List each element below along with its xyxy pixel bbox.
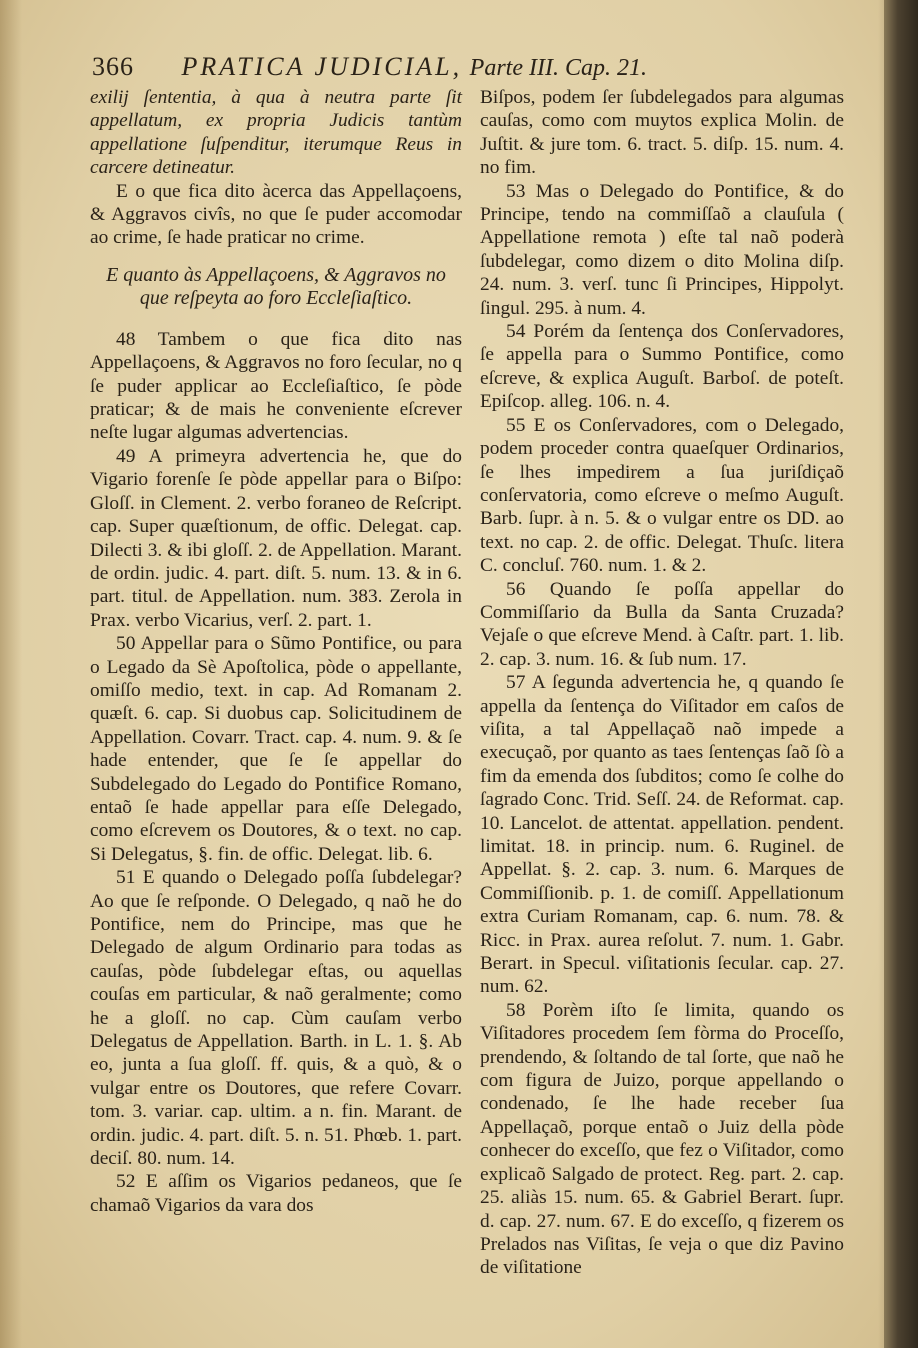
paragraph: Biſpos, podem ſer ſubdelegados para algumas cauſas, como com muytos explica Molin. de Juſtit. & jure tom. 6. tract. 5. diſp. 15. num. 4. no fim. [480,87,844,179]
paragraph: 51 E quando o Delegado poſſa ſubdelegar? Ao que ſe reſponde. O Delegado, q naõ he do Pontifice, nem do Principe, mas que he Delegado de algum Ordinario para todas as cauſas, pòde ſubdelegar eſtas, ou aquellas couſas em particular, & naõ geralmente; como he a gloſſ. no cap. Cùm cauſam verbo Delegatus de Appellation. Barth. in L. 1. §. Ab eo, junta a ſua gloſſ. ff. quis, & a quò, & o vulgar entre os Doutores, que refere Covarr. tom. 3. variar. cap. ultim. a n. fin. Marant. de ordin. judic. 4. part. diſt. 5. n. 51. Phœb. 1. part. deciſ. 80. num. 14. [90,867,462,1170]
left-column [90,86,462,1217]
paragraph: 58 Porèm iſto ſe limita, quando os Viſitadores procedem ſem fòrma do Proceſſo, prendendo, & ſoltando de tal ſorte, que naõ he com figura de Juizo, porque appellando o condenado, ſe lhe hade receber ſua Appellaçaõ, porque entaõ o Juiz della pòde conhecer do exceſſo, que fez o Viſitador, como explicaõ Salgado de protect. Reg. part. 2. cap. 25. aliàs 15. num. 65. & Gabriel Berart. ſupr. d. cap. 27. num. 67. E do exceſſo, q fizerem os Prelados nas Viſitas, ſe veja o que diz Pavino de viſitatione [480,999,844,1279]
paragraph: E o que fica dito àcerca das Appellaçoens, & Aggravos civîs, no que ſe puder accomodar ao crime, ſe hade praticar no crime. [90,180,462,249]
paragraph: exilij ſententia, à qua à neutra parte ſit appellatum, ex propria Judicis tantùm appellatione ſuſpenditur, iterumque Reus in carcere detineatur. [90,87,462,179]
paragraph: 48 Tambem o que fica dito nas Appellaçoens, & Aggravos no foro ſecular, no q ſe puder applicar ao Eccleſiaſtico, ſe pòde praticar; & de mais he conveniente eſcrever neſte lugar algumas advertencias. [90,328,462,444]
paragraph: 54 Porém da ſentença dos Conſervadores, ſe appella para o Summo Pontifice, como eſcreve, & explica Auguſt. Barboſ. de poteſt. Epiſcop. alleg. 106. n. 4. [480,321,844,413]
page-gutter-shadow [884,0,918,1348]
page-number: 366 [92,52,134,81]
right-column [480,86,844,1280]
running-header [92,52,852,86]
paragraph: 49 A primeyra advertencia he, que do Vigario forenſe ſe pòde appellar para o Biſpo: Gloſſ. in Clement. 2. verbo foraneo de Reſcript. cap. Super quæſtionum, de offic. Delegat. cap. Dilecti 3. & ibi gloſſ. 2. de Appellation. Marant. de ordin. judic. 4. part. diſt. 5. num. 13. & in 6. part. titul. de Appellation. num. 383. Zerola in Prax. verbo Vicarius, verſ. 2. part. 1. [90,445,462,631]
paragraph: 57 A ſegunda advertencia he, q quando ſe appella da ſentença do Viſitador em caſos de viſita, a tal Appellaçaõ naõ impede a execuçaõ, por quanto as taes ſentenças ſaõ ſò a fim da emenda dos ſubditos; como ſe colhe do ſagrado Conc. Trid. Seſſ. 24. de Reformat. cap. 10. Lancelot. de attentat. appellation. pendent. limitat. 18. in princip. num. 6. Ruginel. de Appellat. §. 2. cap. 3. num. 6. Marques de Commiſſionib. p. 1. de comiſſ. Appellationum extra Curiam Romanam, cap. 6. num. 78. & Ricc. in Prax. aurea reſolut. 7. num. 1. Gabr. Berart. in Specul. viſitationis ſecular. cap. 27. num. 62. [480,672,844,998]
paragraph: 52 E aſſim os Vigarios pedaneos, que ſe chamaõ Vigarios da vara dos [90,1171,462,1216]
paragraph: 50 Appellar para o Sũmo Pontifice, ou para o Legado da Sè Apoſtolica, pòde o appellante, omiſſo medio, text. in cap. Ad Romanam 2. quæſt. 6. cap. Si duobus cap. Solicitudinem de Appellation. Covarr. Tract. cap. 4. num. 9. & ſe hade entender, que ſe ſe appellar do Subdelegado do Legado do Pontifice Romano, entaõ ſe hade appellar para eſſe Delegado, como eſcrevem os Doutores, & o text. no cap. Si Delegatus, §. fin. de offic. Delegat. lib. 6. [90,633,462,865]
section-heading: E quanto às Appellaçoens, & Aggravos no que reſpeyta ao foro Eccleſiaſtico. [106,263,446,309]
running-part: Parte III. Cap. 21. [469,55,647,81]
running-title: PRATICA JUDICIAL, [181,52,463,81]
paragraph: 55 E os Conſervadores, com o Delegado, podem proceder contra quaeſquer Ordinarios, ſe lhes impedirem a ſua juriſdiçaõ conſervatoria, como eſcreve o meſmo Auguſt. Barb. ſupr. à n. 5. & o vulgar entre os DD. ao text. no cap. 2. de offic. Delegat. Thuſc. litera C. concluſ. 760. num. 1. & 2. [480,414,844,577]
paragraph: 56 Quando ſe poſſa appellar do Commiſſario da Bulla da Santa Cruzada? Vejaſe o que eſcreve Mend. à Caſtr. part. 1. lib. 2. cap. 3. num. 16. & ſub num. 17. [480,578,844,670]
paragraph: 53 Mas o Delegado do Pontifice, & do Principe, tendo na commiſſaõ a clauſula ( Appellatione remota ) eſte tal naõ poderà ſubdelegar, como dizem o dito Molina diſp. 24. num. 3. verſ. tunc ſi Principes, Hippolyt. ſingul. 295. à num. 4. [480,180,844,319]
